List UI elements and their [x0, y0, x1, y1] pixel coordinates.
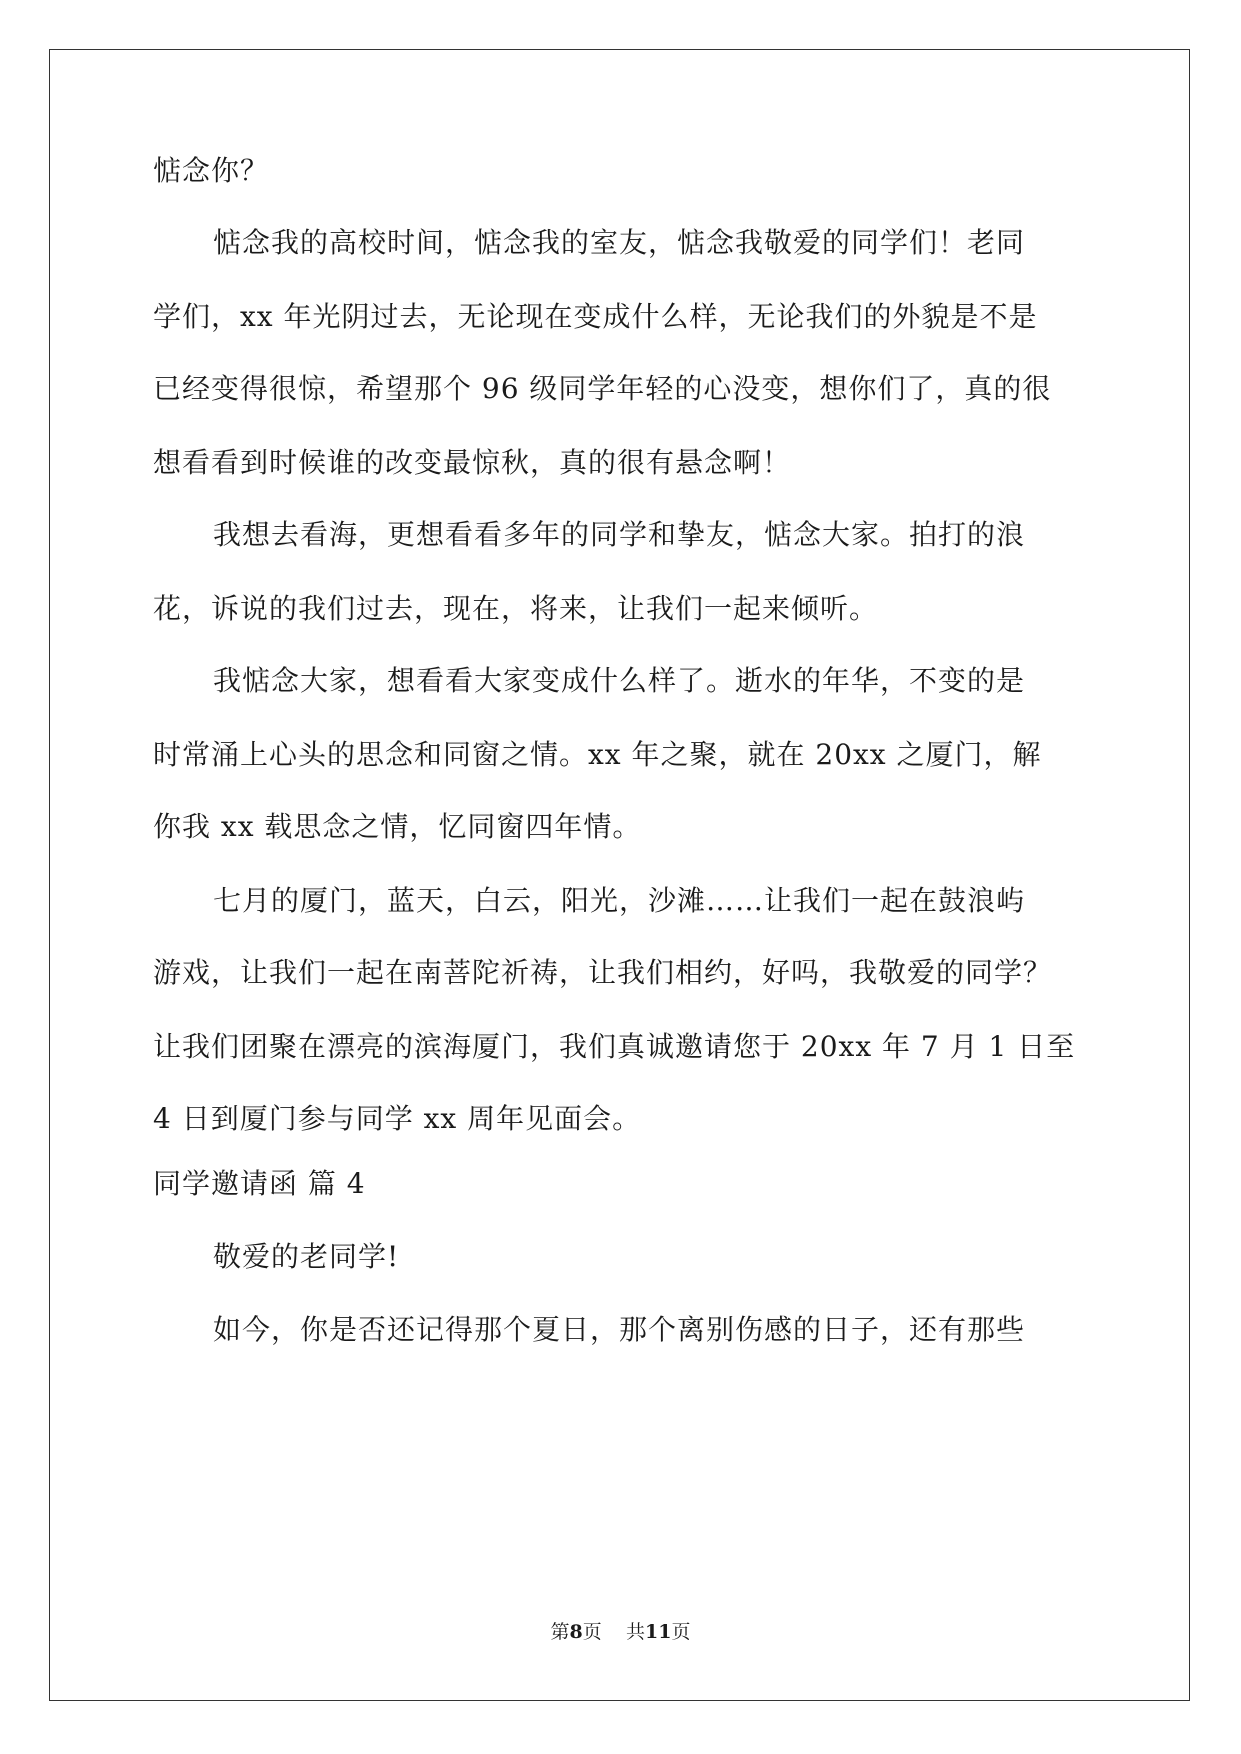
text-line: 如今，你是否还记得那个夏日，那个离别伤感的日子，还有那些: [213, 1313, 1026, 1346]
page-total: 11: [644, 1621, 672, 1643]
page-prefix: 第: [550, 1621, 570, 1643]
text-line: 花，诉说的我们过去，现在，将来，让我们一起来倾听。: [153, 592, 879, 625]
salutation: 敬爱的老同学!: [213, 1240, 400, 1273]
text-line: 你我 xx 载思念之情，忆同窗四年情。: [153, 810, 642, 843]
text-line: 惦念我的高校时间，惦念我的室友，惦念我敬爱的同学们！老同: [213, 226, 1026, 259]
text-line: 想看看到时候谁的改变最惊秋，真的很有悬念啊！: [153, 446, 792, 479]
text-line: 我惦念大家，想看看大家变成什么样了。逝水的年华，不变的是: [213, 664, 1026, 697]
total-prefix: 共: [625, 1621, 645, 1643]
text-line: 时常涌上心头的思念和同窗之情。xx 年之聚，就在 20xx 之厦门，解: [153, 738, 1042, 771]
text-line: 我想去看海，更想看看多年的同学和挚友，惦念大家。拍打的浪: [213, 518, 1026, 551]
text-line: 让我们团聚在漂亮的滨海厦门，我们真诚邀请您于 20xx 年 7 月 1 日至: [153, 1030, 1076, 1063]
text-line: 4 日到厦门参与同学 xx 周年见面会。: [153, 1102, 642, 1135]
text-line: 已经变得很惊，希望那个 96 级同学年轻的心没变，想你们了，真的很: [153, 372, 1052, 405]
total-suffix: 页: [671, 1621, 691, 1643]
text-line: 七月的厦门，蓝天，白云，阳光，沙滩……让我们一起在鼓浪屿: [213, 884, 1026, 917]
page-footer: [0, 1619, 1241, 1645]
text-line: 游戏，让我们一起在南菩陀祈祷，让我们相约，好吗，我敬爱的同学？: [153, 956, 1053, 989]
page-suffix: 页: [582, 1621, 602, 1643]
page-current: 8: [569, 1621, 583, 1643]
text-line: 惦念你？: [153, 154, 270, 187]
section-heading: 同学邀请函 篇 4: [153, 1167, 366, 1200]
text-line: 学们，xx 年光阴过去，无论现在变成什么样，无论我们的外貌是不是: [153, 300, 1038, 333]
